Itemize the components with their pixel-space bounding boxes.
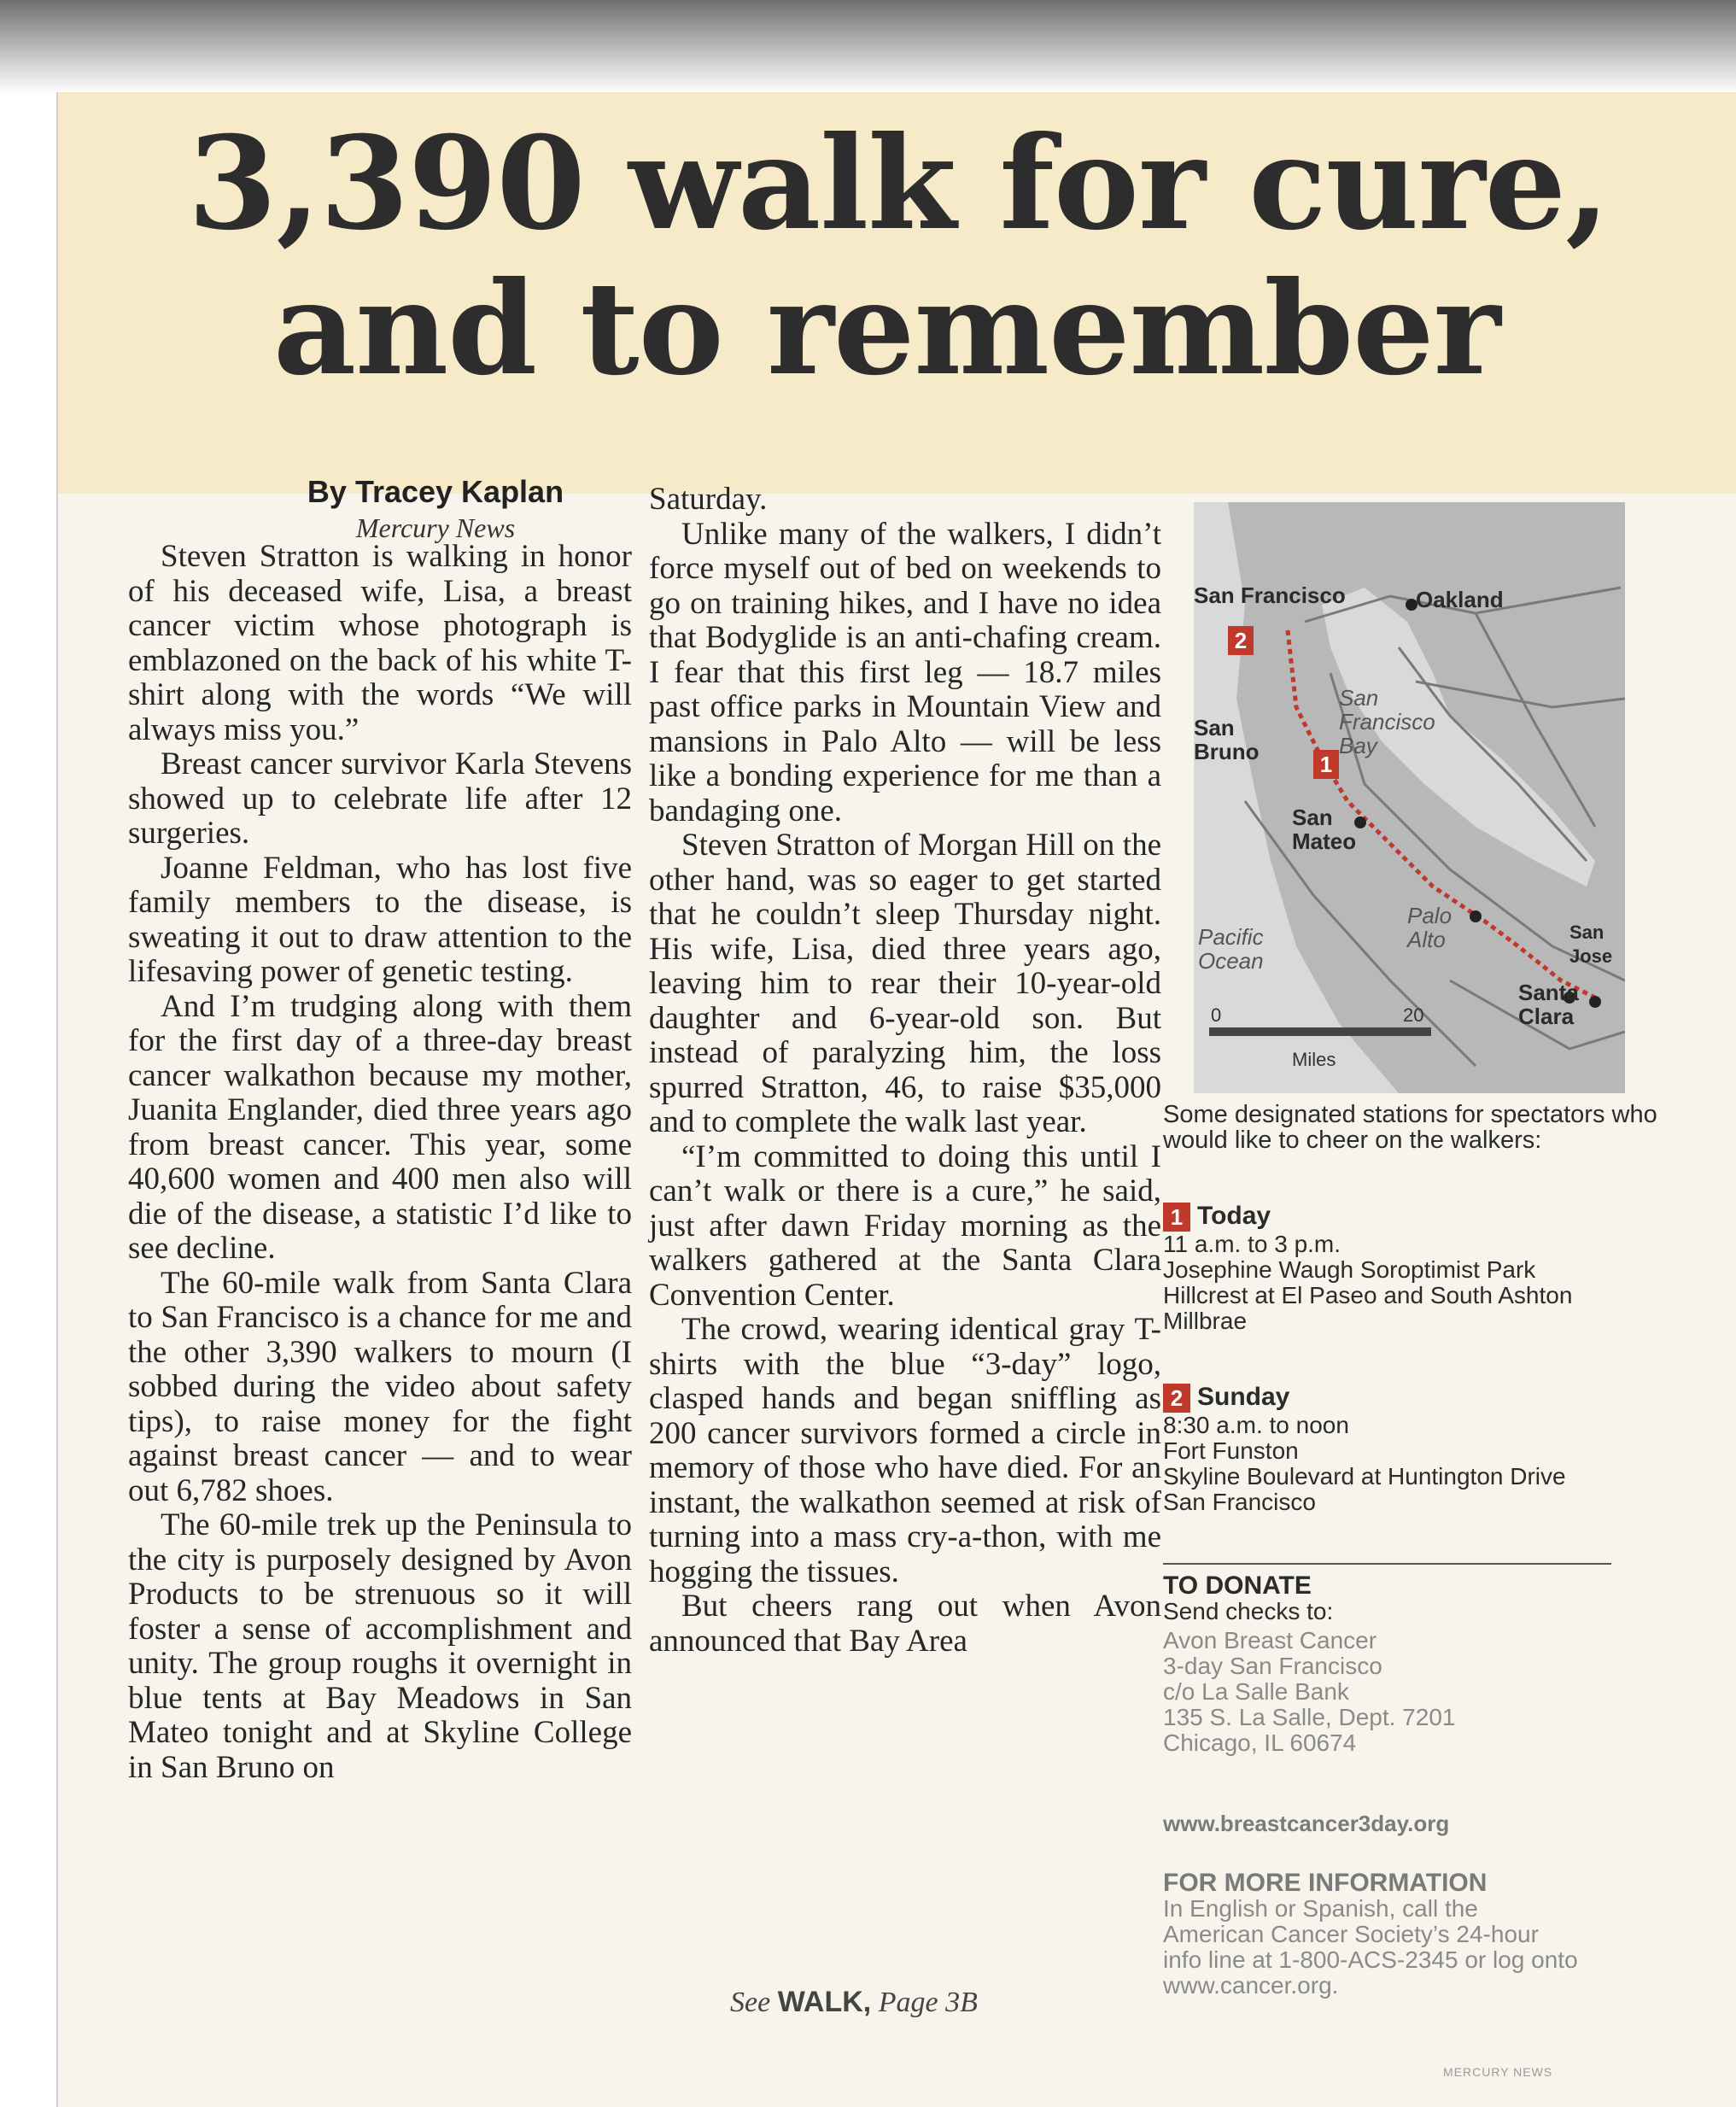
headline: [120, 108, 1725, 404]
map-label-san-jose: San Jose: [1569, 922, 1613, 967]
map-label-san-mateo: San Mateo: [1292, 805, 1357, 854]
station-place: Fort Funston: [1163, 1437, 1299, 1464]
map-label-pacific-ocean: Pacific Ocean: [1198, 924, 1264, 974]
paragraph: “I’m committed to doing this until I can’t walk or there is a cure,” he said, just after dawn Friday morning as the walkers gathered at the Santa Clara Convention Center.: [649, 1138, 1161, 1313]
paragraph: Saturday.: [649, 482, 768, 517]
address-line: 3-day San Francisco: [1163, 1653, 1382, 1679]
map-caption: Some designated stations for spectators who would like to cheer on the walkers:: [1163, 1101, 1657, 1154]
station-city: Millbrae: [1163, 1308, 1248, 1334]
map-marker-1: 1: [1313, 750, 1339, 779]
byline-outlet: Mercury News: [355, 512, 516, 543]
paragraph: Joanne Feldman, who has lost five family members to the disease, is sweating it out to draw attention to the lifesaving power of genetic testing.: [128, 850, 632, 989]
address-line: Avon Breast Cancer: [1163, 1627, 1377, 1653]
headline-line-1: 3,390 walk for cure,: [188, 108, 1610, 259]
article-column-2: [649, 483, 1161, 1659]
station-time: 11 a.m. to 3 p.m.: [1163, 1231, 1341, 1257]
more-info-text: In English or Spanish, call the American Cancer Society’s 24-hour info line at 1-800-ACS-2345 or log onto www.cancer.org.: [1163, 1895, 1578, 1999]
station-day: Today: [1197, 1201, 1271, 1230]
jump-page: Page 3B: [878, 1987, 978, 2018]
scale-unit: Miles: [1292, 1049, 1336, 1070]
map-label-palo-alto: Palo Alto: [1407, 903, 1453, 952]
station-1: [1163, 1203, 1675, 1334]
route-map: [1194, 502, 1625, 1093]
map-label-sf-bay: San Francisco Bay: [1339, 685, 1435, 758]
station-address: Hillcrest at El Paseo and South Ashton: [1163, 1282, 1573, 1308]
address-line: Chicago, IL 60674: [1163, 1729, 1357, 1756]
station-address: Skyline Boulevard at Huntington Drive: [1163, 1463, 1566, 1490]
donate-title: TO DONATE: [1163, 1571, 1312, 1600]
more-info-title: FOR MORE INFORMATION: [1163, 1869, 1488, 1897]
scanner-edge-shadow: [0, 0, 1736, 94]
paragraph: And I’m trudging along with them for the first day of a three-day breast cancer walkathon because my mother, Juanita Englander, died three years ago from breast cancer. This year, some 40,600 women and 400 men also will die of the disease, a statistic I’d like to see decline.: [128, 988, 632, 1266]
sidebar-divider: [1163, 1563, 1611, 1565]
map-marker-2: 2: [1228, 626, 1254, 655]
station-number-badge: 2: [1163, 1384, 1190, 1413]
scale-max: 20: [1403, 1004, 1424, 1026]
donate-intro: Send checks to:: [1163, 1598, 1334, 1624]
jump-line: [730, 1986, 978, 2019]
address-line: c/o La Salle Bank: [1163, 1678, 1349, 1705]
donate-address: [1163, 1628, 1675, 1756]
scale-min: 0: [1211, 1004, 1222, 1026]
donate-box: [1163, 1573, 1675, 1756]
station-city: San Francisco: [1163, 1489, 1316, 1515]
headline-line-2: and to remember: [273, 254, 1500, 404]
station-day: Sunday: [1197, 1382, 1290, 1411]
jump-prefix: See: [730, 1987, 771, 2018]
station-number-badge: 1: [1163, 1203, 1190, 1232]
map-label-san-bruno: San Bruno: [1194, 715, 1260, 764]
map-label-oakland: Oakland: [1416, 587, 1504, 612]
station-place: Josephine Waugh Soroptimist Park: [1163, 1256, 1536, 1283]
address-line: 135 S. La Salle, Dept. 7201: [1163, 1704, 1456, 1730]
paragraph: Steven Stratton is walking in honor of his deceased wife, Lisa, a breast cancer victim whose photograph is emblazoned on the back of his white T-shirt along with the words “We will always miss you.”: [128, 539, 632, 747]
map-label-san-francisco: San Francisco: [1194, 582, 1346, 608]
station-time: 8:30 a.m. to noon: [1163, 1412, 1349, 1438]
jump-word: WALK,: [777, 1986, 872, 2018]
paragraph: The 60-mile walk from Santa Clara to San Francisco is a chance for me and the other 3,390 walkers to mourn (I sobbed during the video about safety tips), to raise money for the fight against breast cancer — and to wear out 6,782 shoes.: [128, 1265, 632, 1508]
photo-credit: MERCURY NEWS: [1443, 2065, 1553, 2079]
more-info-box: [1163, 1870, 1581, 1999]
byline: By Tracey Kaplan: [307, 474, 564, 509]
paragraph: But cheers rang out when Avon announced that Bay Area: [649, 1589, 1161, 1659]
paragraph: The crowd, wearing identical gray T-shirts with the blue “3-day” logo, clasped hands and began sniffling as 200 cancer survivors formed a circle in memory of those who have died. For an instant, the walkathon seemed at risk of turning into a mass cry-a-thon, with me hogging the tissues.: [649, 1312, 1161, 1589]
map-label-santa-clara: Santa Clara: [1518, 980, 1579, 1029]
paragraph: Unlike many of the walkers, I didn’t force myself out of bed on weekends to go on training hikes, and I have no idea that Bodyglide is an anti-chafing cream. I fear that this first leg — 18.7 miles past office parks in Mountain View and mansions in Palo Alto — will be less like a bonding experience for me than a bandaging one.: [649, 516, 1161, 828]
station-2: [1163, 1384, 1675, 1515]
paragraph: Steven Stratton of Morgan Hill on the other hand, was so eager to get started that he couldn’t sleep Thursday night. His wife, Lisa, died three years ago, leaving him to rear their 10-year-old daughter and 6-year-old son. But instead of paralyzing him, the loss spurred Stratton, 46, to raise $35,000 and to complete the walk last year.: [649, 828, 1161, 1139]
paragraph: The 60-mile trek up the Peninsula to the city is purposely designed by Avon Products to be strenuous so it will foster a sense of accomplishment and unity. The group roughs it overnight in blue tents at Bay Meadows in San Mateo tonight and at Skyline College in San Bruno on: [128, 1507, 632, 1785]
paragraph: Breast cancer survivor Karla Stevens showed up to celebrate life after 12 surgeries.: [128, 746, 632, 851]
article-column-1: [128, 540, 632, 1785]
donate-url: www.breastcancer3day.org: [1163, 1811, 1450, 1836]
